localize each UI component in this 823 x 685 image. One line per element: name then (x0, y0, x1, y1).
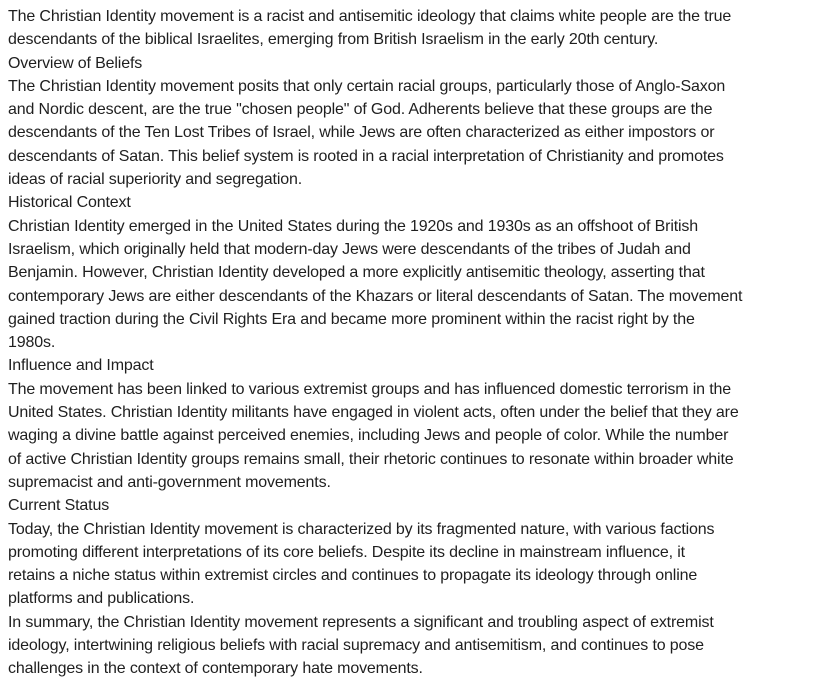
section-heading: Influence and Impact (8, 357, 154, 375)
paragraph-line: promoting different interpretations of its core beliefs. Despite its decline in mainstream influence, it (8, 543, 685, 561)
paragraph-line: descendants of Satan. This belief system is rooted in a racial interpretation of Christianity and promotes (8, 147, 724, 165)
paragraph-line: descendants of the Ten Lost Tribes of Israel, while Jews are often characterized as either impostors or (8, 124, 715, 142)
paragraph-line: contemporary Jews are either descendants of the Khazars or literal descendants of Satan. The movement (8, 287, 743, 305)
paragraph-line: Israelism, which originally held that modern-day Jews were descendants of the tribes of Judah and (8, 240, 691, 258)
paragraph-line: In summary, the Christian Identity movement represents a significant and troubling aspect of extremist (8, 613, 714, 631)
paragraph-line: Benjamin. However, Christian Identity developed a more explicitly antisemitic theology, asserting that (8, 264, 705, 282)
paragraph-line: United States. Christian Identity militants have engaged in violent acts, often under the belief that they are (8, 404, 739, 422)
paragraph-line: challenges in the context of contemporary hate movements. (8, 660, 423, 678)
paragraph-line: Christian Identity emerged in the United States during the 1920s and 1930s as an offshoot of British (8, 217, 699, 235)
section-heading: Overview of Beliefs (8, 54, 143, 72)
section-heading: Historical Context (8, 194, 131, 212)
paragraph-line: waging a divine battle against perceived enemies, including Jews and people of color. While the number (8, 427, 729, 445)
paragraph-line: ideas of racial superiority and segregation. (8, 171, 303, 189)
paragraph-line: The movement has been linked to various extremist groups and has influenced domestic terrorism in the (8, 380, 731, 398)
paragraph-line: descendants of the biblical Israelites, emerging from British Israelism in the early 20th century. (8, 31, 659, 49)
section-heading: Current Status (8, 497, 110, 515)
paragraph-line: supremacist and anti-government movements. (8, 473, 331, 491)
paragraph-line: of active Christian Identity groups remains small, their rhetoric continues to resonate within broader white (8, 450, 734, 468)
paragraph-line: and Nordic descent, are the true "chosen people" of God. Adherents believe that these groups are the (8, 101, 713, 119)
paragraph-line: 1980s. (8, 334, 56, 352)
paragraph-line: The Christian Identity movement posits that only certain racial groups, particularly those of Anglo-Saxon (8, 77, 726, 95)
paragraph-line: platforms and publications. (8, 590, 195, 608)
article-text (8, 5, 821, 681)
paragraph-line: gained traction during the Civil Rights Era and became more prominent within the racist right by the (8, 310, 695, 328)
paragraph-line: ideology, intertwining religious beliefs with racial supremacy and antisemitism, and continues to pose (8, 637, 704, 655)
paragraph-line: The Christian Identity movement is a racist and antisemitic ideology that claims white people are the true (8, 8, 732, 25)
paragraph-line: Today, the Christian Identity movement is characterized by its fragmented nature, with various factions (8, 520, 715, 538)
paragraph-line: retains a niche status within extremist circles and continues to propagate its ideology through online (8, 567, 698, 585)
